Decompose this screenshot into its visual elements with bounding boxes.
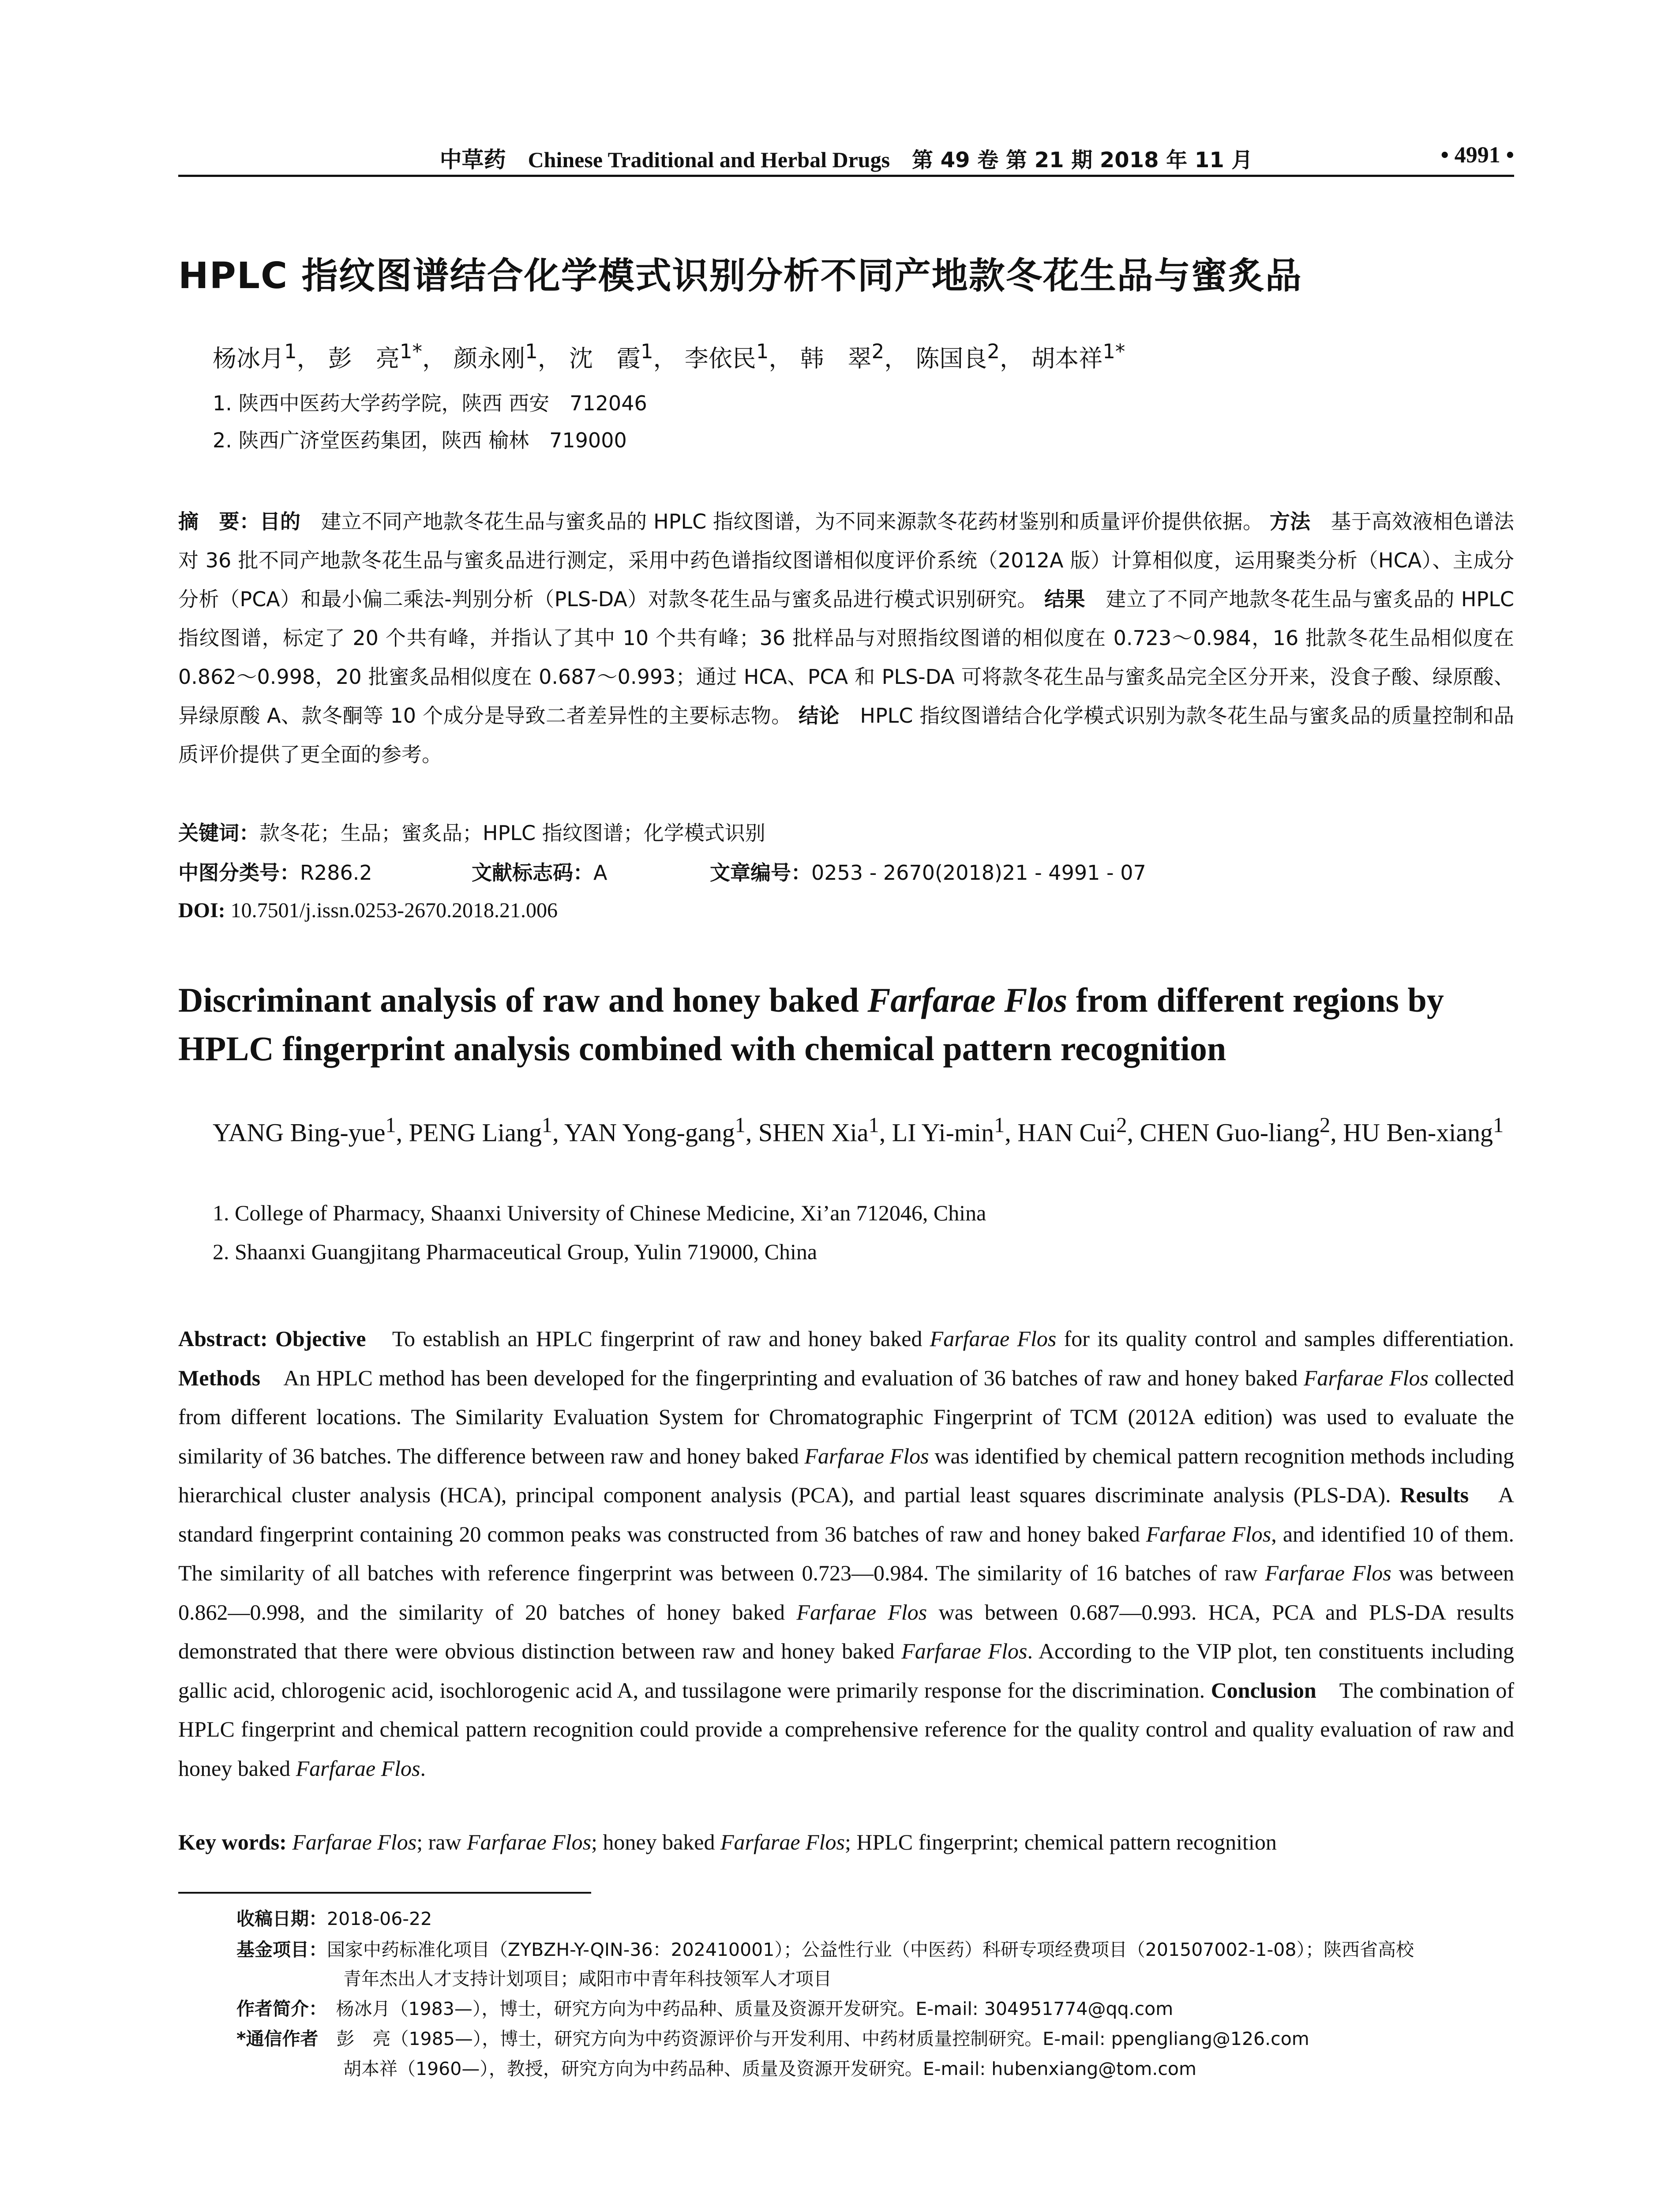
author-en: SHEN Xia <box>758 1118 869 1147</box>
fund-text-cont: 青年杰出人才支持计划项目；咸阳市中青年科技领军人才项目 <box>343 1968 832 1989</box>
author-en: LI Yi-min <box>892 1118 994 1147</box>
author-en-sup: 1 <box>541 1114 553 1137</box>
objective-cn-text: 建立不同产地款冬花生品与蜜炙品的 HPLC 指纹图谱，为不同来源款冬花药材鉴别和质量评价提供依据。 <box>300 510 1264 533</box>
doc-code-value: A <box>593 861 608 885</box>
author-en-sup: 1 <box>868 1114 879 1137</box>
page-number: • 4991 • <box>1440 143 1514 168</box>
author-cn: 杨冰月 <box>213 345 284 372</box>
corresponding-text-2: 胡本祥（1960—），教授，研究方向为中药品种、质量及资源开发研究。E-mail: hubenxiang@tom.com <box>343 2058 1196 2079</box>
objective-cn-label: 目的 <box>259 510 301 533</box>
header-rule <box>178 175 1514 177</box>
doi-label: DOI: <box>178 899 225 922</box>
conclusion-en-text: The combination of HPLC fingerprint and chemical pattern recognition could provide a comprehensive reference for the quality control and quality evaluation of raw and honey baked <box>178 1677 1514 1781</box>
objective-en-text: To establish an HPLC fingerprint of raw and honey baked <box>366 1326 930 1351</box>
conclusion-cn-text: HPLC 指纹图谱结合化学模式识别为款冬花生品与蜜炙品的质量控制和品质评价提供了更全面的参考。 <box>178 704 1515 766</box>
corresponding-label: *通信作者 <box>236 2028 319 2049</box>
clc-label: 中图分类号： <box>178 861 300 885</box>
results-cn-text: 建立了不同产地款冬花生品与蜜炙品的 HPLC 指纹图谱，标定了 20 个共有峰，并指认了其中 10 个共有峰；36 批样品与对照指纹图谱的相似度在 0.723～0.984，16 批款冬花生品相似度在 0.862～0.998，20 批蜜炙品相似度在 0.687～0.993；通过 HCA、PCA 和 PLS-DA 可将款冬花生品与蜜炙品完全区分开来，没食子酸、绿原酸、异绿原酸 A、款冬酮等 10 个成分是导致二者差异性的主要标志物。 <box>178 587 1514 728</box>
corresponding-text-1: 彭 亮（1985—），博士，研究方向为中药资源评价与开发利用、中药材质量控制研究。E-mail: ppengliang@126.com <box>318 2028 1309 2049</box>
results-en-text-2: , and identified 10 of them. The similarity of all batches with reference fingerprint was between 0.723—0.984. The similarity of 16 batches of raw <box>178 1521 1514 1585</box>
received-date: 2018-06-22 <box>327 1908 432 1929</box>
footnote-fund <box>236 1935 1516 1993</box>
author-en: HAN Cui <box>1017 1118 1117 1147</box>
results-en-text-5: . According to the VIP plot, ten constituents including gallic acid, chlorogenic acid, isochlorogenic acid A, and tussilagone were primarily response for the discrimination. <box>178 1639 1514 1703</box>
journal-issue: 第 49 卷 第 21 期 2018 年 11 月 <box>912 148 1253 173</box>
author-cn-sup: 1* <box>399 340 422 363</box>
author-en-sup: 1 <box>735 1114 746 1137</box>
author-cn: 韩 翠 <box>800 345 872 372</box>
results-en-text-1: A standard fingerprint containing 20 common peaks was constructed from 36 batches of raw and honey baked <box>178 1482 1515 1546</box>
title-en-italic: Farfarae Flos <box>867 981 1068 1019</box>
results-en-italic-4: Farfarae Flos <box>901 1639 1028 1663</box>
footnote-received <box>236 1904 1516 1933</box>
footnote-bio <box>236 1994 1516 2023</box>
results-en-italic-3: Farfarae Flos <box>796 1599 927 1624</box>
bio-label: 作者简介： <box>236 1998 318 2019</box>
author-cn: 颜永刚 <box>454 345 525 372</box>
author-en: YANG Bing-yue <box>213 1118 386 1147</box>
results-cn-label: 结果 <box>1044 587 1086 611</box>
methods-cn-text: 基于高效液相色谱法对 36 批不同产地款冬花生品与蜜炙品进行测定，采用中药色谱指纹图谱相似度评价系统（2012A 版）计算相似度，运用聚类分析（HCA）、主成分分析（PCA）和最小偏二乘法-判别分析（PLS-DA）对款冬花生品与蜜炙品进行模式识别研究。 <box>178 510 1515 611</box>
conclusion-cn-label: 结论 <box>798 704 840 728</box>
fund-text: 国家中药标准化项目（ZYBZH-Y-QIN-36：202410001）；公益性行业（中医药）科研专项经费项目（201507002-1-08）；陕西省高校 <box>327 1939 1414 1960</box>
journal-header-center <box>178 142 1514 174</box>
author-cn: 李依民 <box>684 345 756 372</box>
classification-line <box>178 859 1514 886</box>
abstract-en <box>178 1319 1514 1788</box>
author-en-sup: 2 <box>1116 1114 1127 1137</box>
author-en: YAN Yong-gang <box>564 1118 735 1147</box>
conclusion-en-end: . <box>420 1756 426 1781</box>
keywords-en-label: Key words: <box>178 1830 287 1854</box>
bio-text: 杨冰月（1983—），博士，研究方向为中药品种、质量及资源开发研究。E-mail: 304951774@qq.com <box>318 1998 1174 2019</box>
author-cn: 陈国良 <box>915 345 987 372</box>
clc-value: R286.2 <box>300 861 372 885</box>
keyword-en-2: Farfarae Flos <box>467 1830 592 1854</box>
keyword-en-1: Farfarae Flos <box>292 1830 417 1854</box>
author-cn-sup: 1* <box>1102 340 1125 363</box>
author-en-sup: 1 <box>1493 1114 1504 1137</box>
results-en-text-4: was between 0.687—0.993. HCA, PCA and PLS-DA results demonstrated that there were obvious distinction between raw and honey baked <box>178 1599 1515 1663</box>
objective-en-end: for its quality control and samples differentiation. <box>1056 1326 1514 1351</box>
footnote-corresponding-2 <box>236 2054 1516 2083</box>
article-number-value: 0253 - 2670(2018)21 - 4991 - 07 <box>811 861 1146 885</box>
title-en <box>178 976 1514 1073</box>
keyword-en-rest: ; HPLC fingerprint; chemical pattern recognition <box>844 1830 1277 1854</box>
title-en-part1: Discriminant analysis of raw and honey baked <box>178 981 868 1019</box>
results-en-label: Results <box>1400 1482 1469 1507</box>
title-cn: HPLC 指纹图谱结合化学模式识别分析不同产地款冬花生品与蜜炙品 <box>178 255 1302 297</box>
keywords-cn-label: 关键词： <box>178 821 259 845</box>
author-en: HU Ben-xiang <box>1343 1118 1493 1147</box>
author-cn-sup: 1 <box>284 340 297 363</box>
methods-en-italic-2: Farfarae Flos <box>804 1443 929 1468</box>
author-en: CHEN Guo-liang <box>1140 1118 1320 1147</box>
journal-name-cn: 中草药 <box>439 147 506 173</box>
abstract-cn-label: 摘 要： <box>178 510 260 533</box>
objective-en-label: Objective <box>275 1326 366 1351</box>
author-cn-sup: 2 <box>871 340 885 363</box>
methods-en-label: Methods <box>178 1365 261 1390</box>
author-en-sup: 1 <box>385 1114 396 1137</box>
author-en-sup: 1 <box>994 1114 1005 1137</box>
author-cn-sup: 2 <box>987 340 1000 363</box>
methods-en-text-2: collected from different locations. The Similarity Evaluation System for Chromatographic Fingerprint of TCM (2012A edition) was used to evaluate the similarity of 36 batches. The difference between raw and honey baked <box>178 1365 1514 1468</box>
author-cn-sup: 1 <box>640 340 653 363</box>
results-en-italic-2: Farfarae Flos <box>1265 1561 1391 1585</box>
keyword-en-sep-2: ; honey baked <box>591 1830 720 1854</box>
title-en-part2: from different regions by HPLC fingerprint analysis combined with chemical pattern recognition <box>178 981 1444 1068</box>
fund-label: 基金项目： <box>236 1939 327 1960</box>
keyword-en-3: Farfarae Flos <box>720 1830 845 1854</box>
footnote-rule <box>178 1892 591 1894</box>
keywords-cn-text: 款冬花；生品；蜜炙品；HPLC 指纹图谱；化学模式识别 <box>259 821 765 845</box>
keywords-cn <box>178 820 1514 846</box>
authors-cn: 杨冰月$^1$， 彭 亮$^{1*}$， 颜永刚$^1$， 沈 霞$^1$， 李依民$^1$， 韩 翠$^2$， 陈国良$^2$， 胡本祥$^{1*}$ <box>213 340 1125 372</box>
doi-line <box>178 897 1514 924</box>
author-cn: 沈 霞 <box>569 345 641 372</box>
authors-en: YANG Bing-yue$^1$, PENG Liang$^1$, YAN Yong-gang$^1$, SHEN Xia$^1$, LI $Yi-\min^1$, HAN Cui$^2$, CHEN Guo-liang$^2$, HU Ben-xiang$^1$ <box>213 1114 1504 1147</box>
results-en-text-3: was between 0.862—0.998, and the similarity of 20 batches of honey baked <box>178 1561 1515 1624</box>
conclusion-en-label: Conclusion <box>1211 1677 1316 1703</box>
methods-cn-label: 方法 <box>1269 510 1311 533</box>
article-number-label: 文章编号： <box>710 861 811 885</box>
keyword-en-sep-1: ; raw <box>416 1830 467 1854</box>
methods-en-text-3: was identified by chemical pattern recognition methods including hierarchical cluster analysis (HCA), principal component analysis (PCA), and partial least squares discriminate analysis (PLS-DA). <box>178 1443 1514 1507</box>
running-header <box>178 142 1514 173</box>
conclusion-en-italic: Farfarae Flos <box>296 1756 420 1781</box>
abstract-cn <box>178 502 1514 774</box>
author-cn-sup: 1 <box>756 340 769 363</box>
footnote-corresponding <box>236 2024 1516 2053</box>
doc-code-label: 文献标志码： <box>472 861 593 885</box>
author-cn: 胡本祥 <box>1031 345 1103 372</box>
affiliation-en-1: 1. College of Pharmacy, Shaanxi University of Chinese Medicine, Xi’an 712046, China <box>213 1201 986 1225</box>
author-cn-sup: 1 <box>525 340 538 363</box>
author-en: PENG Liang <box>409 1118 542 1147</box>
affiliation-cn-2: 2. 陕西广济堂医药集团，陕西 榆林 719000 <box>213 428 627 452</box>
author-en-sup: 2 <box>1320 1114 1331 1137</box>
methods-en-italic-1: Farfarae Flos <box>1303 1365 1429 1390</box>
author-cn: 彭 亮 <box>328 345 400 372</box>
methods-en-text-1: An HPLC method has been developed for the fingerprinting and evaluation of 36 batches of raw and honey baked <box>260 1365 1304 1390</box>
keywords-en <box>178 1829 1514 1855</box>
journal-name-en: Chinese Traditional and Herbal Drugs <box>528 147 890 172</box>
affiliation-cn-1: 1. 陕西中医药大学药学院，陕西 西安 712046 <box>213 391 647 415</box>
objective-en-italic: Farfarae Flos <box>930 1326 1057 1351</box>
received-label: 收稿日期： <box>236 1908 327 1929</box>
results-en-italic-1: Farfarae Flos <box>1146 1521 1271 1546</box>
doi-value: 10.7501/j.issn.0253-2670.2018.21.006 <box>225 899 558 922</box>
abstract-en-label: Abstract: <box>178 1326 268 1351</box>
affiliation-en-2: 2. Shaanxi Guangjitang Pharmaceutical Group, Yulin 719000, China <box>213 1239 818 1264</box>
